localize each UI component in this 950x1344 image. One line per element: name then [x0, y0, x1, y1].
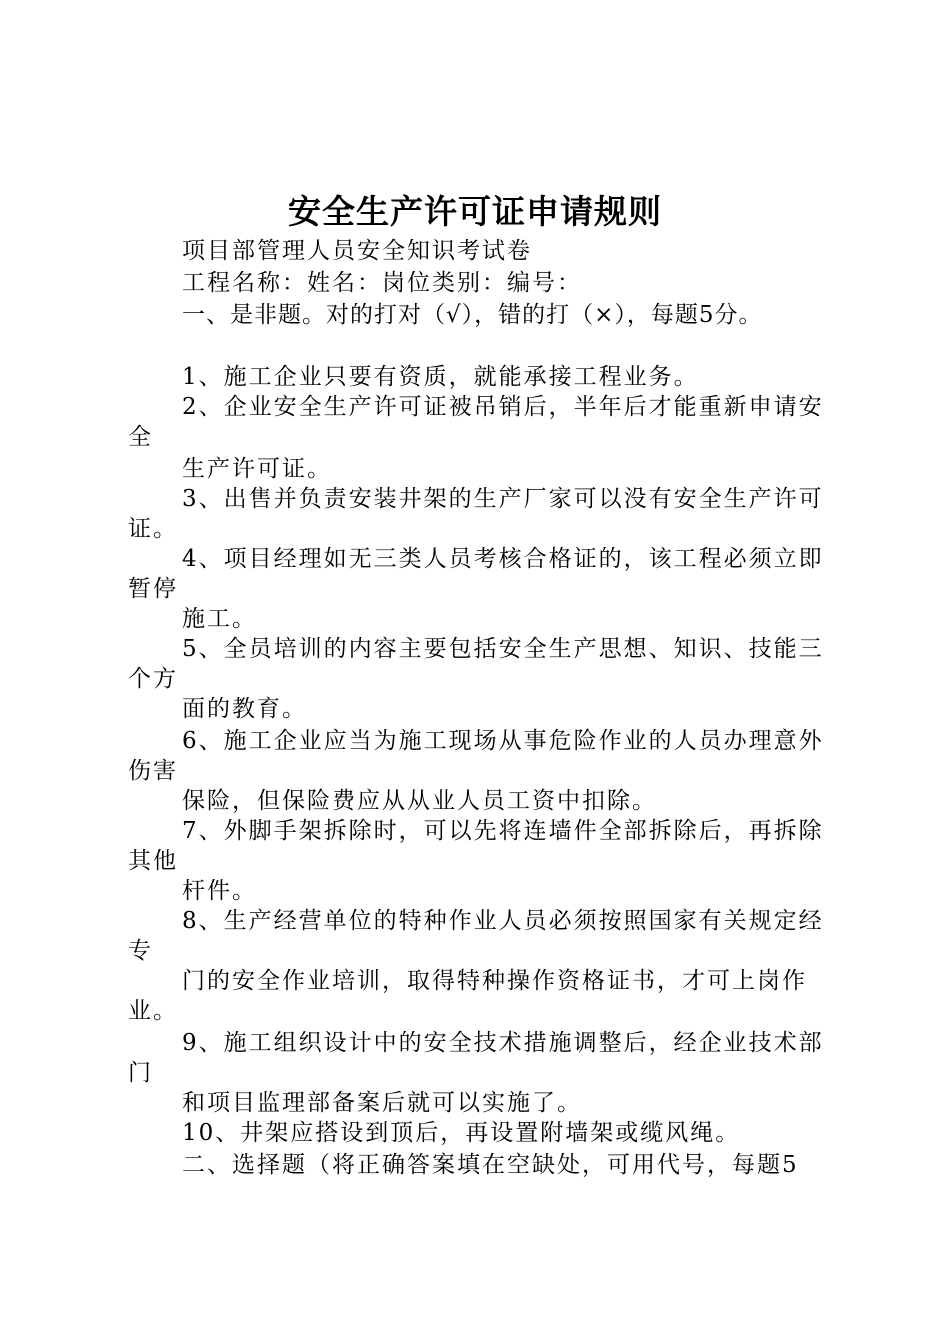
section1-heading: 一、是非题。对的打对（√），错的打（×），每题5分。	[182, 302, 763, 328]
question-1-line-1: 1、施工企业只要有资质，就能承接工程业务。	[182, 364, 699, 390]
question-6-line-3: 保险，但保险费应从从业人员工资中扣除。	[182, 788, 657, 814]
question-2-line-1: 2、企业安全生产许可证被吊销后，半年后才能重新申请安	[182, 394, 824, 420]
question-6-line-2: 伤害	[128, 758, 178, 784]
question-10-line-1: 10、井架应搭设到顶后，再设置附墙架或缆风绳。	[182, 1120, 741, 1146]
question-8-line-2: 专	[128, 938, 153, 964]
question-8-line-4: 业。	[128, 998, 178, 1024]
question-9-line-3: 和项目监理部备案后就可以实施了。	[182, 1090, 582, 1116]
question-9-line-2: 门	[128, 1060, 153, 1086]
question-3-line-1: 3、出售并负责安装井架的生产厂家可以没有安全生产许可	[182, 486, 824, 512]
question-8-line-1: 8、生产经营单位的特种作业人员必须按照国家有关规定经	[182, 908, 824, 934]
question-9-line-1: 9、施工组织设计中的安全技术措施调整后，经企业技术部	[182, 1030, 824, 1056]
exam-info-line: 工程名称：姓名：岗位类别：编号：	[182, 270, 582, 296]
question-7-line-3: 杆件。	[182, 878, 257, 904]
question-5-line-1: 5、全员培训的内容主要包括安全生产思想、知识、技能三	[182, 636, 824, 662]
question-7-line-2: 其他	[128, 848, 178, 874]
question-2-line-3: 生产许可证。	[182, 456, 332, 482]
question-5-line-2: 个方	[128, 666, 178, 692]
question-2-line-2: 全	[128, 424, 153, 450]
exam-subtitle: 项目部管理人员安全知识考试卷	[182, 238, 532, 264]
section2-heading: 二、选择题（将正确答案填在空缺处，可用代号，每题5	[182, 1152, 799, 1178]
question-6-line-1: 6、施工企业应当为施工现场从事危险作业的人员办理意外	[182, 728, 824, 754]
question-7-line-1: 7、外脚手架拆除时，可以先将连墙件全部拆除后，再拆除	[182, 818, 824, 844]
question-3-line-2: 证。	[128, 516, 178, 542]
question-5-line-3: 面的教育。	[182, 696, 307, 722]
question-4-line-2: 暂停	[128, 576, 178, 602]
question-4-line-1: 4、项目经理如无三类人员考核合格证的，该工程必须立即	[182, 546, 824, 572]
question-4-line-3: 施工。	[182, 606, 257, 632]
document-title: 安全生产许可证申请规则	[288, 192, 662, 231]
question-8-line-3: 门的安全作业培训，取得特种操作资格证书，才可上岗作	[182, 968, 807, 994]
